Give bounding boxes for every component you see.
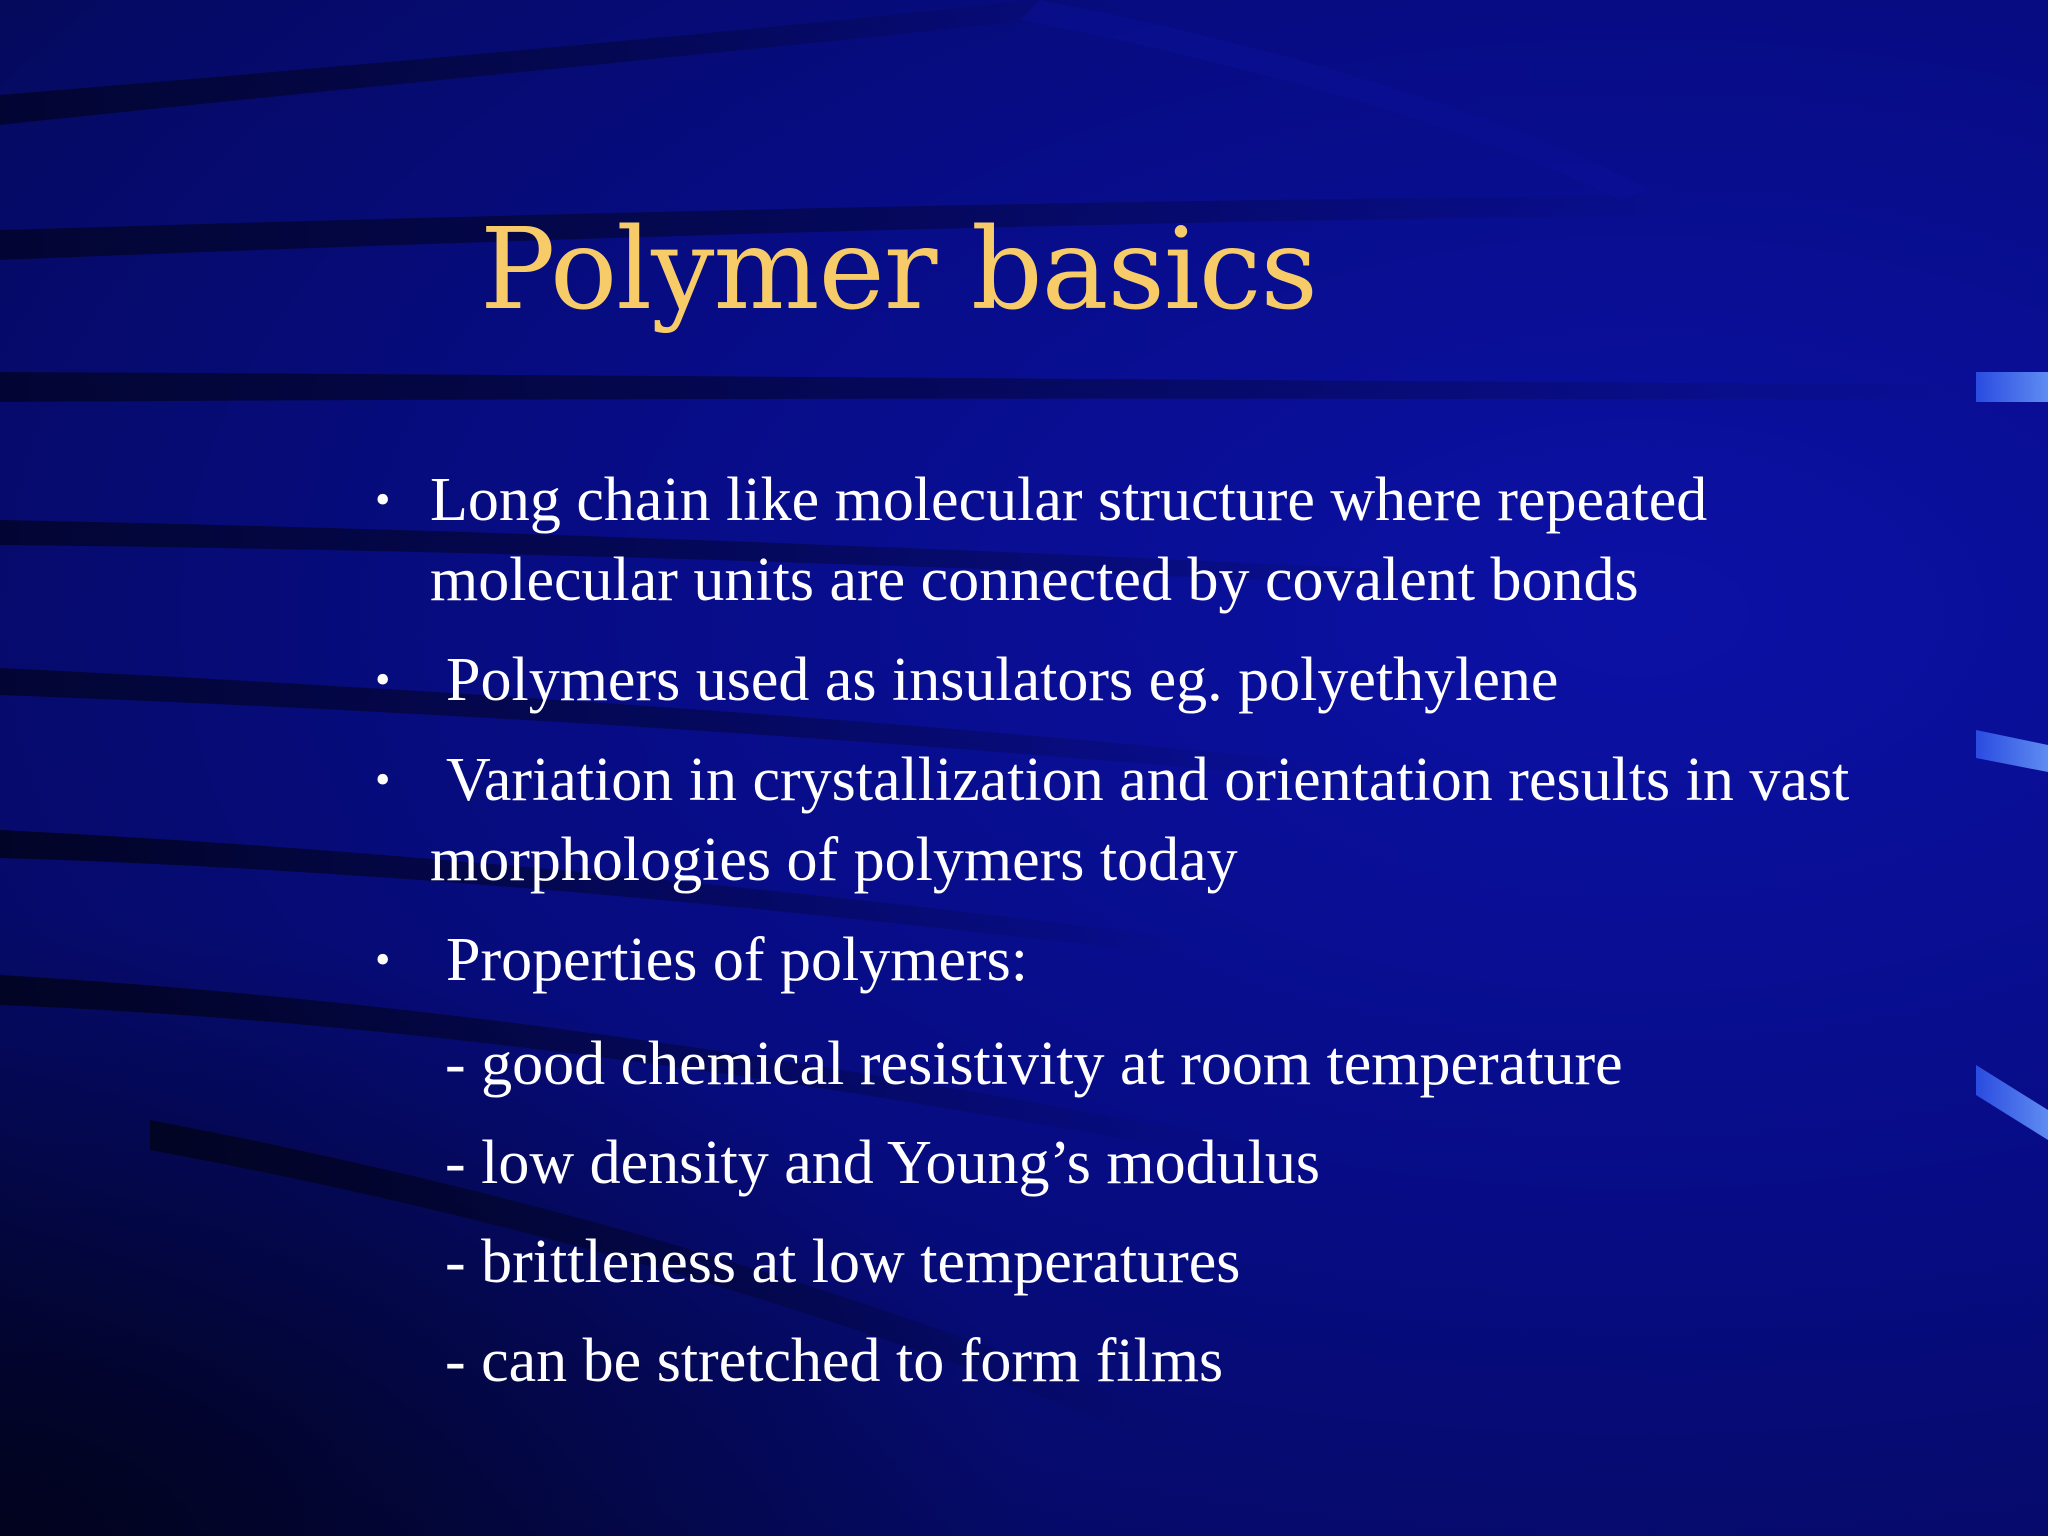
sub-item: - low density and Young’s modulus xyxy=(445,1129,1320,1197)
bullet-dot: • xyxy=(375,755,391,804)
sub-item: - can be stretched to form films xyxy=(445,1327,1224,1395)
bullet-dot: • xyxy=(375,655,391,704)
slide-title: Polymer basics xyxy=(480,205,1317,335)
bullet-item xyxy=(375,640,1895,720)
edge-mark xyxy=(1976,730,2048,772)
sub-item: - brittleness at low temperatures xyxy=(445,1228,1241,1296)
sub-item-list xyxy=(375,1015,1895,1411)
bullet-text: Properties of polymers: xyxy=(446,926,1029,994)
sub-item: - good chemical resistivity at room temperature xyxy=(445,1030,1623,1098)
bullet-item xyxy=(375,920,1895,1000)
bullet-item xyxy=(375,460,1895,620)
bullet-dot: • xyxy=(375,935,391,984)
slide-body xyxy=(375,460,1895,1411)
bullet-text: Variation in crystallization and orientation results in vast morphologies of polymers today xyxy=(430,746,1850,894)
edge-mark xyxy=(1976,1065,2048,1140)
bullet-text: Polymers used as insulators eg. polyethylene xyxy=(446,646,1559,714)
bullet-item xyxy=(375,740,1895,900)
edge-mark xyxy=(1976,372,2048,402)
bullet-text: Long chain like molecular structure where repeated molecular units are connected by covalent bonds xyxy=(430,466,1708,614)
bullet-dot: • xyxy=(375,475,391,524)
